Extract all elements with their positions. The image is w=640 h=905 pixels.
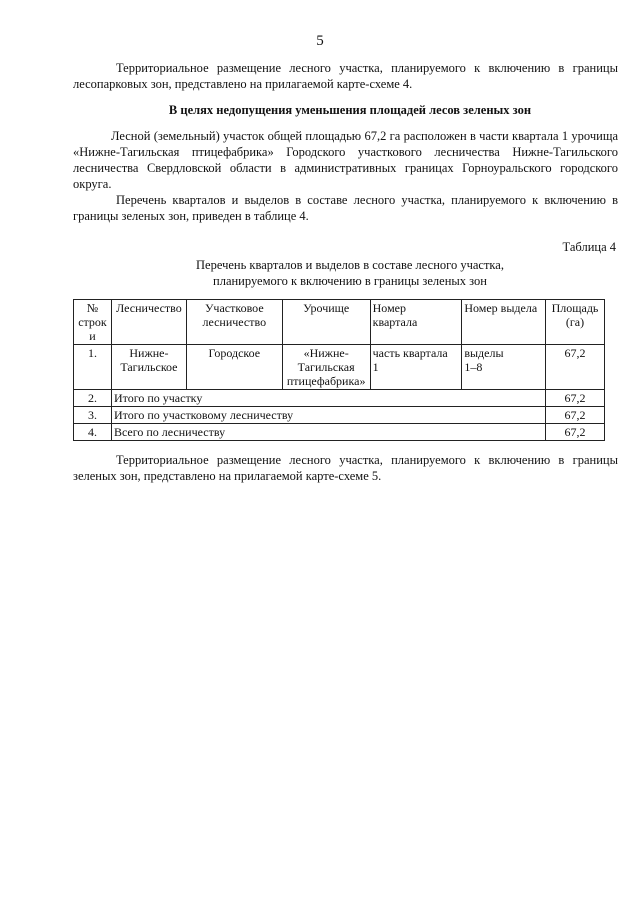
page-number: 5	[316, 33, 324, 49]
header-plot-number: Номер выдела	[462, 300, 546, 345]
cell-area: 67,2	[546, 390, 605, 407]
paragraph-table-reference: Перечень кварталов и выделов в составе лесного участка, планируемого к включению в границы зеленых зон, приведен в таблице 4.	[73, 193, 618, 223]
header-tract: Урочище	[282, 300, 370, 345]
table-header-row	[74, 300, 605, 345]
cell-quarter-number: часть квартала 1	[370, 345, 462, 390]
cell-area: 67,2	[546, 345, 605, 390]
cell-row-number: 2.	[74, 390, 112, 407]
table-label: Таблица 4	[562, 240, 616, 254]
table-caption-line: Перечень кварталов и выделов в составе лесного участка,	[196, 258, 504, 272]
header-row-number: № строк и	[74, 300, 112, 345]
cell-plot-number: выделы 1–8	[462, 345, 546, 390]
cell-total-label: Итого по участковому лесничеству	[111, 407, 545, 424]
header-quarter-number: Номер квартала	[370, 300, 462, 345]
table-row	[74, 345, 605, 390]
cell-area: 67,2	[546, 407, 605, 424]
cell-forestry: Нижне- Тагильское	[111, 345, 186, 390]
cell-total-label: Всего по лесничеству	[111, 424, 545, 441]
cell-row-number: 1.	[74, 345, 112, 390]
table-caption-line: планируемого к включению в границы зеленых зон	[213, 274, 487, 288]
table-row-total	[74, 424, 605, 441]
cell-total-label: Итого по участку	[111, 390, 545, 407]
section-heading: В целях недопущения уменьшения площадей лесов зеленых зон	[168, 103, 532, 117]
header-area: Площадь (га)	[546, 300, 605, 345]
cell-row-number: 3.	[74, 407, 112, 424]
header-forestry: Лесничество	[111, 300, 186, 345]
header-district-forestry: Участковое лесничество	[186, 300, 282, 345]
cell-district-forestry: Городское	[186, 345, 282, 390]
paragraph-plot-location: Лесной (земельный) участок общей площадью 67,2 га расположен в части квартала 1 урочища «Нижне-Тагильская птицефабрика» Городского участкового лесничества Нижне-Тагильского лесничества Свердловской области в административных границах Горноуральского городского округа.	[73, 129, 618, 191]
cell-tract: «Нижне- Тагильская птицефабрика»	[282, 345, 370, 390]
table-row-total	[74, 390, 605, 407]
table-row-total	[74, 407, 605, 424]
paragraph-map-scheme-5: Территориальное размещение лесного участка, планируемого к включению в границы зеленых зон, представлено на прилагаемой карте-схеме 5.	[73, 453, 618, 483]
table-caption	[70, 257, 630, 289]
quarters-table	[73, 299, 605, 441]
paragraph-green-park-zones: Территориальное размещение лесного участка, планируемого к включению в границы лесопарковых зон, представлено на прилагаемой карте-схеме 4.	[73, 61, 618, 91]
cell-area: 67,2	[546, 424, 605, 441]
cell-row-number: 4.	[74, 424, 112, 441]
